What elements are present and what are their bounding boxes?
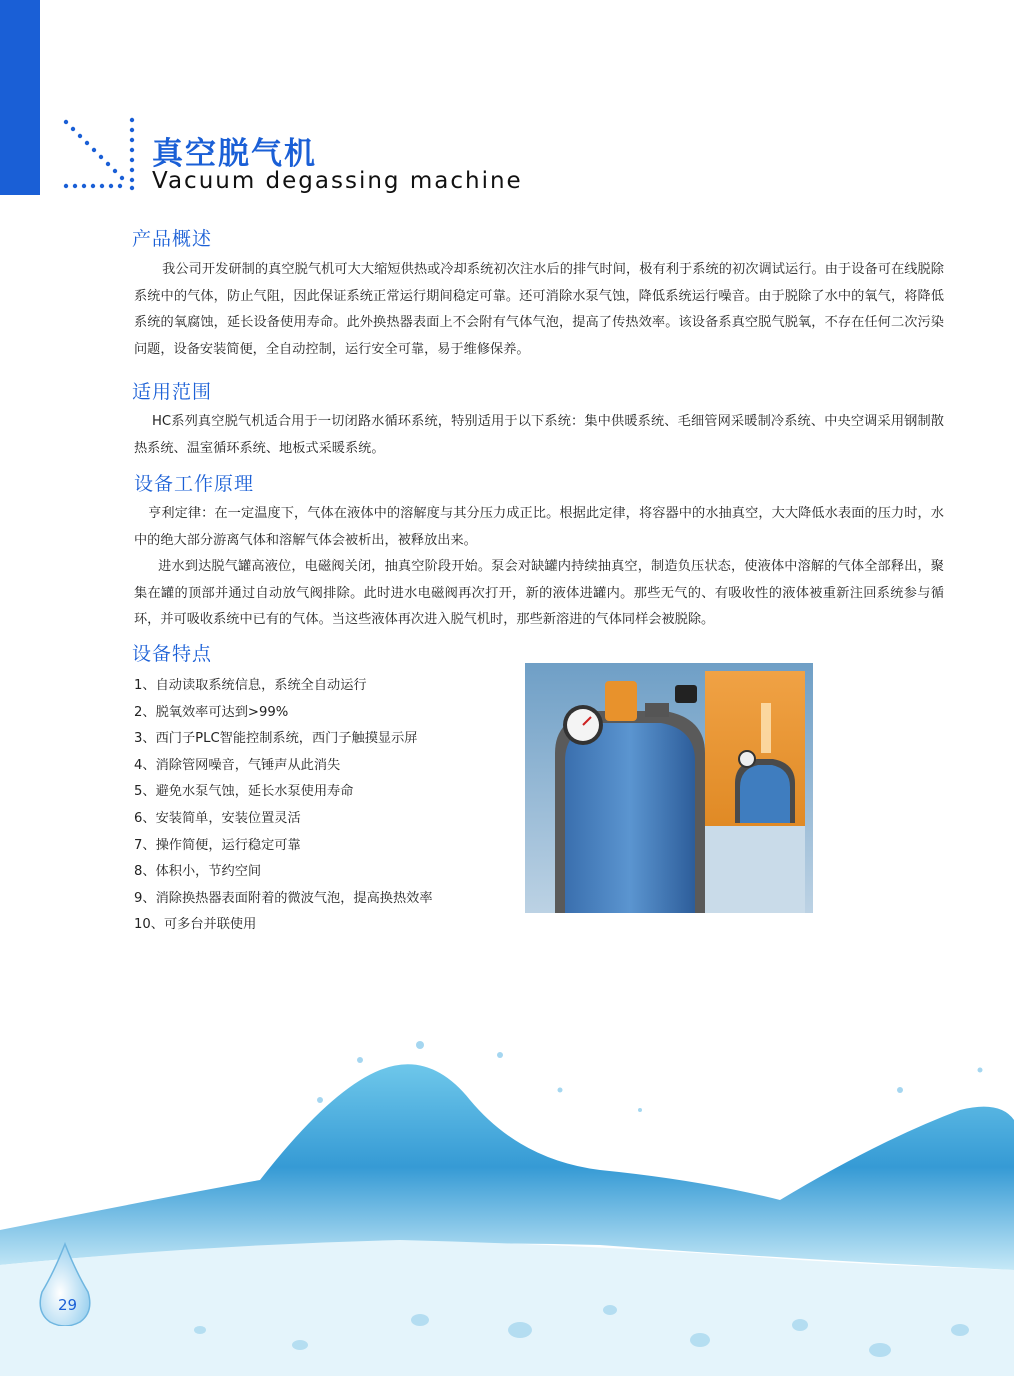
degassing-tank-photo (525, 663, 813, 913)
feature-item: 10、可多台并联使用 (134, 917, 257, 933)
principle-paragraph-1: 亨利定律：在一定温度下，气体在液体中的溶解度与其分压力成正比。根据此定律，将容器中的水抽真空，大大降低水表面的压力时，水中的绝大部分游离气体和溶解气体会被析出，被释放出来。 (134, 506, 944, 548)
scope-text (134, 409, 944, 462)
page-title-cn: 真空脱气机 (152, 136, 317, 172)
feature-item: 1、自动读取系统信息，系统全自动运行 (134, 678, 367, 693)
feature-item: 9、消除换热器表面附着的微波气泡，提高换热效率 (134, 890, 433, 906)
feature-item: 5、避免水泵气蚀，延长水泵使用寿命 (134, 784, 354, 800)
page-number: 29 (58, 1296, 78, 1314)
page-title-en: Vacuum degassing machine (152, 168, 523, 194)
feature-item: 2、脱氧效率可达到>99% (134, 704, 289, 720)
feature-item: 6、安装简单，安装位置灵活 (134, 810, 301, 826)
feature-item: 4、消除管网噪音，气锤声从此消失 (134, 757, 341, 773)
principle-text-2 (134, 554, 944, 634)
overview-text (134, 257, 944, 363)
scope-heading: 适用范围 (132, 381, 213, 403)
features-list (134, 673, 514, 939)
feature-item: 8、体积小，节约空间 (134, 864, 262, 880)
principle-paragraph-2: 进水到达脱气罐高液位，电磁阀关闭，抽真空阶段开始。泵会对缺罐内持续抽真空，制造负压状态，使液体中溶解的气体全部释出，聚集在罐的顶部并通过自动放气阀排除。此时进水电磁阀再次打开，新的液体进罐内。那些无气的、有吸收性的液体被重新注回系统参与循环，并可吸收系统中已有的气体。当这些液体再次进入脱气机时，那些新溶进的气体同样会被脱除。 (134, 559, 944, 627)
feature-item: 3、西门子PLC智能控制系统，西门子触摸显示屏 (134, 731, 418, 747)
side-accent-bar (0, 0, 40, 195)
feature-item: 7、操作简便，运行稳定可靠 (134, 837, 301, 853)
principle-heading: 设备工作原理 (134, 473, 255, 495)
overview-paragraph: 我公司开发研制的真空脱气机可大大缩短供热或冷却系统初次注水后的排气时间，极有利于系统的初次调试运行。由于设备可在线脱除系统中的气体，防止气阻，因此保证系统正常运行期间稳定可靠。还可消除水泵气蚀，降低系统运行噪音。由于脱除了水中的氧气，将降低系统的氧腐蚀，延长设备使用寿命。此外换热器表面上不会附有气体气泡，提高了传热效率。该设备系真空脱气脱氧，不存在任何二次污染问题，设备安装简便，全自动控制，运行安全可靠，易于维修保养。 (134, 262, 944, 357)
features-heading: 设备特点 (132, 643, 213, 665)
scope-paragraph: HC系列真空脱气机适合用于一切闭路水循环系统，特别适用于以下系统：集中供暖系统、毛细管网采暖制冷系统、中央空调采用钢制散热系统、温室循环系统、地板式采暖系统。 (134, 414, 944, 456)
principle-text-1 (134, 501, 944, 554)
overview-heading: 产品概述 (132, 228, 213, 250)
dotted-corner-decoration (60, 112, 140, 192)
water-splash-decoration (0, 1030, 1014, 1376)
